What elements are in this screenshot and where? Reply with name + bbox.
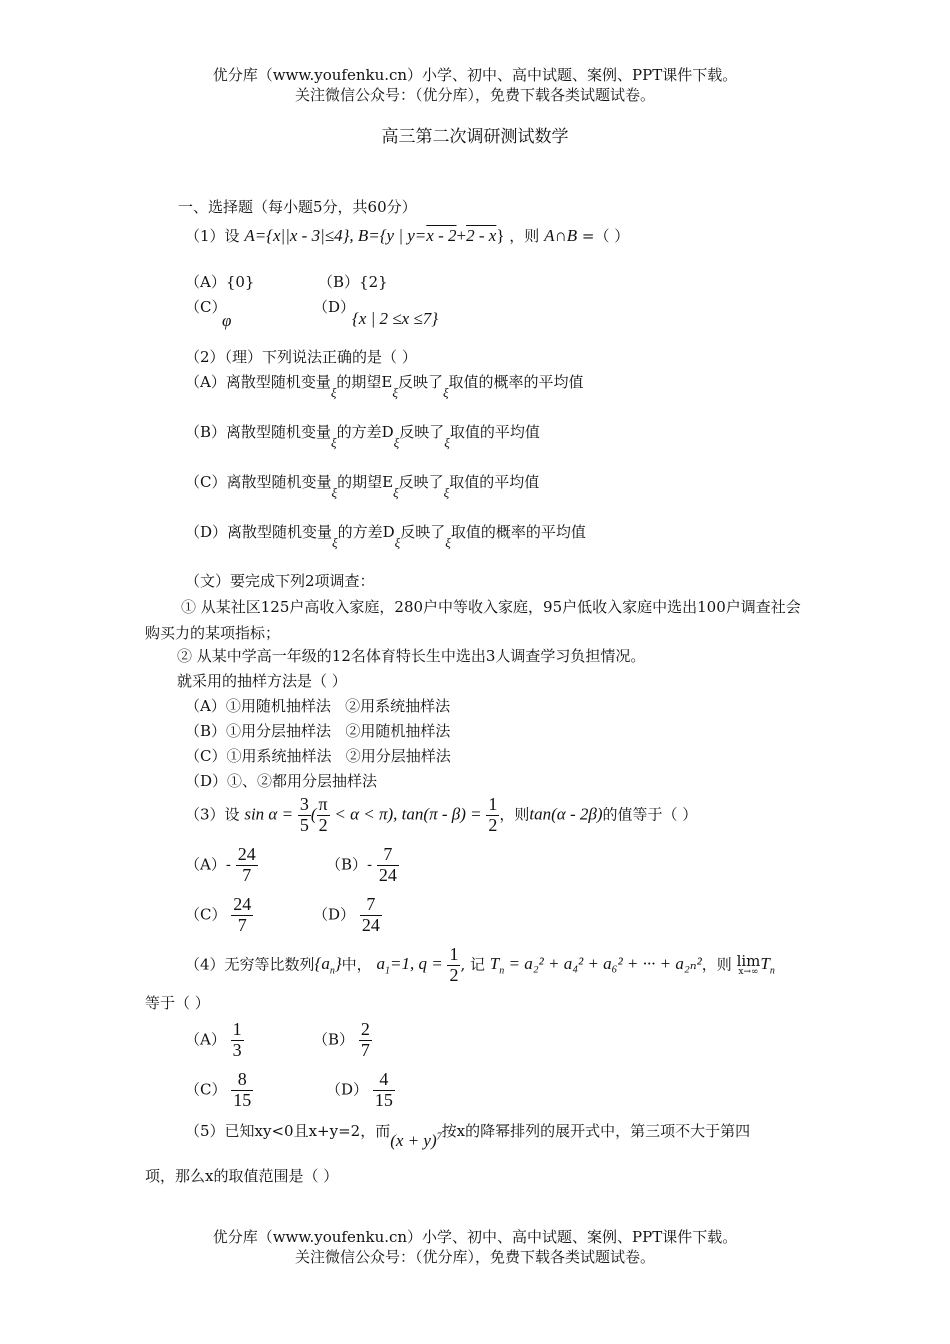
q2-wen-option-a: （A）①用随机抽样法 ②用系统抽样法 [185, 697, 451, 715]
q4-option-a: （A） $\frac{1}{3}$ [185, 1019, 242, 1060]
q1-tail: =（ ） [581, 227, 630, 245]
q4-continuation: 等于（ ） [145, 994, 210, 1012]
footer-line-1: 优分库（www.youfenku.cn）小学、初中、高中试题、案例、PPT课件下载。 [212, 1228, 738, 1246]
q1-lead: （1）设 [185, 227, 240, 245]
q1-then: ，则 [509, 227, 540, 245]
q1-option-d-value: {x | 2 ≤x ≤7} [352, 309, 439, 328]
footer-line-2: 关注微信公众号：（优分库），免费下载各类试题试卷。 [294, 1248, 655, 1266]
header-line-1: 优分库（www.youfenku.cn）小学、初中、高中试题、案例、PPT课件下载。 [212, 66, 738, 84]
q1-option-d-label: （D） [313, 298, 356, 316]
question-3: （3）设 sin α = $\frac{3}{5}$ ( $\frac{\pi}{2}$ < α < π), tan(π - β) = $\frac{1}{2}$ ，则tan(α - 2β)的值等于（ ） [185, 794, 698, 835]
q4-option-d: （D） $\frac{4}{15}$ [326, 1069, 393, 1110]
q3-option-b: （B）- $\frac{7}{24}$ [326, 844, 397, 885]
q1-expr: A∩B [544, 226, 578, 245]
question-5: （5）已知xy<0且x+y=2，而$(x + y)^7$按x的降幂排列的展开式中，第三项不大于第四 [185, 1122, 751, 1150]
q2-lead: （2）（理）下列说法正确的是（ ） [185, 348, 417, 366]
question-1 [185, 226, 629, 246]
page-title: 高三第二次调研测试数学 [381, 127, 569, 147]
q4-option-c: （C） $\frac{8}{15}$ [185, 1069, 252, 1110]
q3-option-c: （C） $\frac{24}{7}$ [185, 894, 252, 935]
q2-option-b: （B）离散型随机变量ξ的方差Dξ反映了ξ取值的平均值 [185, 423, 540, 450]
q1-option-c-value: φ [222, 311, 232, 330]
q1-option-c-label: （C） [185, 298, 227, 316]
q1-option-a: （A）{0} [185, 273, 255, 291]
section-heading: 一、选择题（每小题5分，共60分） [178, 198, 417, 216]
q2-wen-option-c: （C）①用系统抽样法 ②用分层抽样法 [185, 747, 451, 765]
q1-option-b: （B）{2} [318, 273, 388, 291]
q5-continuation: 项，那么x的取值范围是（ ） [145, 1167, 339, 1185]
q4-option-b: （B） $\frac{2}{7}$ [313, 1019, 370, 1060]
question-4: （4）无穷等比数列$\{a_n\}$中， $a_1=1$, q = $\frac{1}{2}$ , 记 $T_n = a_2^2 + a_4^2 + a_6^2$ + ··· + a₂ₙ²，则 lim x→∞ $T_n$ [185, 944, 775, 985]
q2-option-d: （D）离散型随机变量ξ的方差Dξ反映了ξ取值的概率的平均值 [185, 523, 586, 550]
header-line-2: 关注微信公众号：（优分库），免费下载各类试题试卷。 [294, 86, 655, 104]
q2-option-a: （A）离散型随机变量ξ的期望Eξ反映了ξ取值的概率的平均值 [185, 373, 584, 400]
q1-set-def: A={x||x - 3|≤4}, B={y | y=x - 2+2 - x} [244, 226, 505, 245]
q2-option-c: （C）离散型随机变量ξ的期望Eξ反映了ξ取值的平均值 [185, 473, 540, 500]
q3-option-a: （A）- $\frac{24}{7}$ [185, 844, 256, 885]
q2-wen-option-b: （B）①用分层抽样法 ②用随机抽样法 [185, 722, 451, 740]
q2-wen-item-1: ① 从某社区125户高收入家庭，280户中等收入家庭，95户低收入家庭中选出100户调查社会购买力的某项指标； [145, 598, 801, 642]
q2-wen-ask: 就采用的抽样方法是（ ） [177, 672, 347, 690]
q2-wen-lead: （文）要完成下列2项调查： [185, 572, 375, 590]
q2-wen-option-d: （D）①、②都用分层抽样法 [185, 772, 378, 790]
q3-option-d: （D） $\frac{7}{24}$ [313, 894, 380, 935]
q2-wen-item-2: ② 从某中学高一年级的12名体育特长生中选出3人调查学习负担情况。 [177, 647, 646, 665]
